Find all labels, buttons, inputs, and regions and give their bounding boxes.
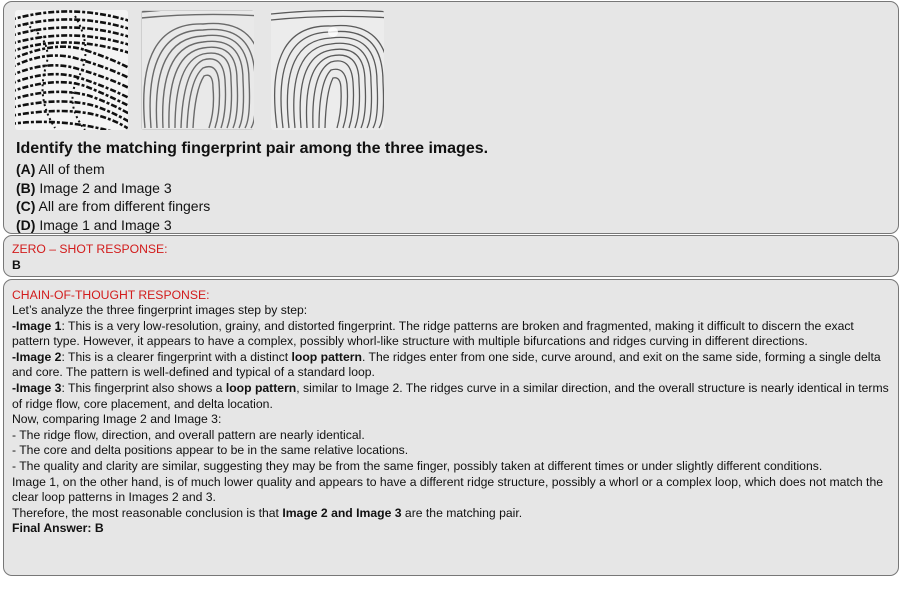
option-letter: (D): [16, 216, 36, 233]
image3-text-pre: : This fingerprint also shows a: [61, 380, 226, 395]
cot-intro: Let’s analyze the three fingerprint images step by step:: [12, 303, 308, 317]
option-letter: (A): [16, 161, 36, 177]
cot-image3-paragraph: [12, 381, 890, 412]
cot-final-answer: [12, 521, 890, 537]
option-a: [16, 160, 210, 179]
option-letter: (C): [16, 198, 36, 214]
option-d: [16, 216, 210, 235]
image2-label: -Image 2: [12, 349, 62, 364]
conclusion-pre: Therefore, the most reasonable conclusion is that: [12, 505, 283, 520]
option-text: All of them: [35, 161, 105, 177]
cot-image1-note: Image 1, on the other hand, is of much lower quality and appears to have a different ridge structure, possibly a whorl or a complex loop, which does not match the clear loop patterns in Images 2 and 3.: [12, 474, 883, 505]
conclusion-post: are the matching pair.: [401, 505, 523, 520]
option-text: Image 1 and Image 3: [35, 216, 172, 233]
answer-options: [16, 160, 210, 234]
image2-loop-pattern: loop pattern: [291, 349, 362, 364]
image2-text-post: . The ridges enter from one side, curve around, and exit on the same side, forming a single delta and core. The pattern is well-defined and typical of a standard loop.: [12, 349, 881, 380]
conclusion-pair: Image 2 and Image 3: [282, 505, 402, 520]
image1-text: : This is a very low-resolution, grainy, and distorted fingerprint. The ridge patterns are broken and fragmented, making it difficult to discern the exact pattern type. However, it appears to have a complex, possibly whorl-like structure with multiple bifurcations and ridges curving in different directions.: [12, 318, 854, 349]
cot-compare: Now, comparing Image 2 and Image 3:: [12, 412, 222, 427]
image3-text-post: , similar to Image 2. The ridges curve in a similar direction, and the overall structure is nearly identical in terms of ridge flow, core placement, and delta location.: [12, 380, 889, 411]
cot-point-2: - The core and delta positions appear to be in the same relative locations.: [12, 443, 409, 458]
question-text: Identify the matching fingerprint pair among the three images.: [16, 140, 489, 157]
option-text: All are from different fingers: [35, 198, 211, 214]
zero-shot-answer: B: [12, 258, 21, 272]
image3-loop-pattern: loop pattern: [225, 380, 297, 395]
fingerprint-image-3: [271, 10, 384, 130]
image3-label: -Image 3: [12, 380, 62, 395]
cot-title: CHAIN-OF-THOUGHT RESPONSE:: [12, 288, 210, 302]
zero-shot-panel: [3, 235, 899, 277]
fingerprint-image-2: [141, 10, 254, 130]
zero-shot-title: ZERO – SHOT RESPONSE:: [12, 242, 168, 256]
final-answer: Final Answer: B: [12, 521, 104, 536]
cot-image1-paragraph: [12, 319, 890, 350]
option-text: Image 2 and Image 3: [35, 179, 172, 196]
image1-label: -Image 1: [12, 318, 62, 333]
image2-text-pre: : This is a clearer fingerprint with a distinct: [61, 349, 292, 364]
fingerprint-image-1: [15, 10, 128, 130]
cot-conclusion: [12, 506, 890, 522]
option-c: [16, 197, 210, 216]
option-b: [16, 179, 210, 198]
option-letter: (B): [16, 179, 36, 196]
cot-point-3: - The quality and clarity are similar, suggesting they may be from the same finger, possibly taken at different times or under slightly different conditions.: [12, 458, 823, 473]
cot-point-1: - The ridge flow, direction, and overall pattern are nearly identical.: [12, 427, 365, 442]
cot-body: [12, 303, 890, 537]
cot-image2-paragraph: [12, 350, 890, 381]
cot-panel: [3, 279, 899, 576]
question-panel: [3, 1, 899, 234]
